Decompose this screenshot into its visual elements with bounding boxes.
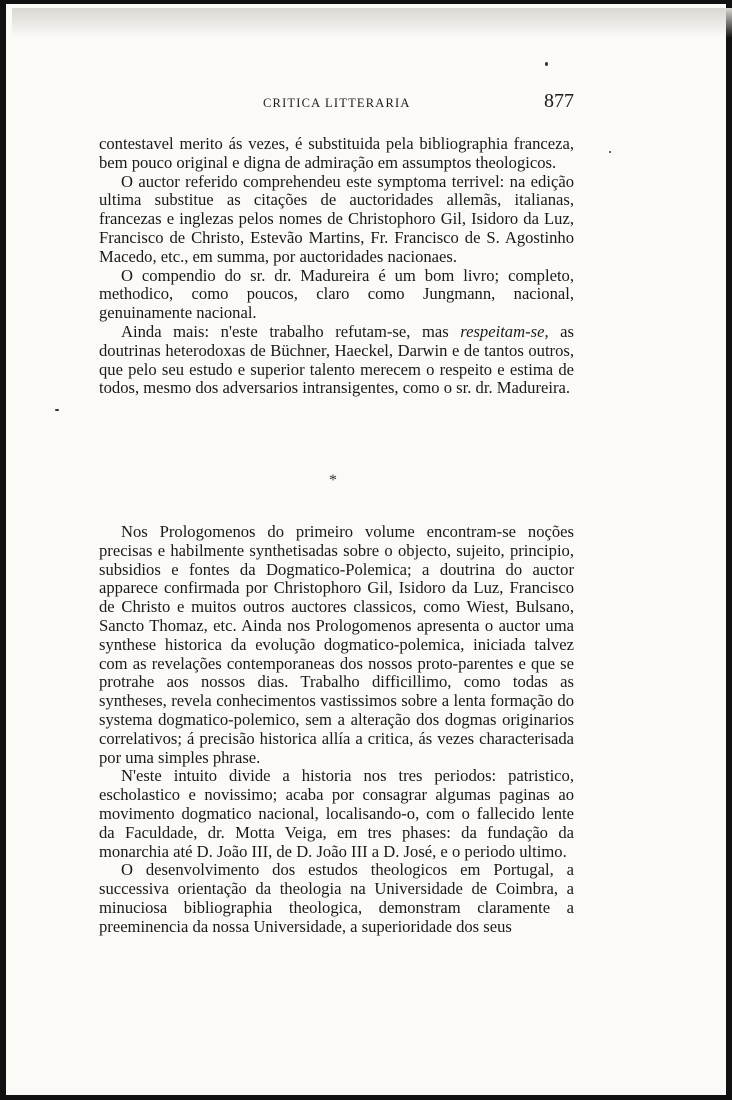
section-separator-asterisk: * xyxy=(329,472,337,489)
text-block-top xyxy=(99,135,574,398)
paragraph-continued: contestavel merito ás vezes, é substituida pela bibliographia franceza, bem pouco original e digna de admiração em assumptos theologicos. xyxy=(99,134,574,172)
page-number: 877 xyxy=(544,90,574,112)
running-title: CRITICA LITTERARIA xyxy=(263,96,411,110)
paragraph: O auctor referido comprehendeu este symptoma terrivel: na edição ultima substitue as citações de auctoridades allemãs, italianas, francezas e inglezas pelos nomes de Christophoro Gil, Isidoro da Luz, Francisco de Christo, Estevão Martins, Fr. Francisco de S. Agostinho Macedo, etc., em summa, por auctoridades nacionaes. xyxy=(99,171,574,266)
running-header xyxy=(99,90,574,120)
paragraph-text: Ainda mais: n'este trabalho refutam-se, mas xyxy=(121,321,461,341)
ink-speck xyxy=(55,409,59,411)
ink-speck xyxy=(545,62,548,66)
paragraph: O desenvolvimento dos estudos theologicos em Portugal, a successiva orientação da theologia na Universidade de Coimbra, a minuciosa bibliographia theologica, demonstram claramente a preeminencia da nossa Universidade, a superioridade dos seus xyxy=(99,860,574,936)
paragraph-text: as doutrinas heterodoxas de Büchner, Haeckel, Darwin e de tantos outros, que pelo seu estudo e superior talento merecem o respeito e estima de todos, mesmo dos adversarios intransigentes, como o sr. dr. Madureira. xyxy=(99,321,574,398)
paragraph: Nos Prologomenos do primeiro volume encontram-se noções precisas e habilmente synthetisadas sobre o objecto, sujeito, principio, subsidios e fontes da Dogmatico-Polemica; a doutrina do auctor apparece confirmada por Christophoro Gil, Isidoro da Luz, Francisco de Christo e muitos outros auctores classicos, como Wiest, Bulsano, Sancto Thomaz, etc. Ainda nos Prologomenos apresenta o auctor uma synthese historica da evolução dogmatico-polemica, iniciada talvez com as revelações contemporaneas dos nossos proto-parentes e que se protrahe aos nossos dias. Trabalho difficillimo, como todas as syntheses, revela conhecimentos vastissimos sobre a lenta formação do systema dogmatico-polemico, sem a alteração dos dogmas originarios correlativos; á precisão historica allía a critica, ás vezes characterisada por uma simples phrase. xyxy=(99,522,574,767)
text-block-bottom xyxy=(99,523,574,937)
scan-edge-shadow xyxy=(12,8,732,38)
ink-speck xyxy=(609,151,611,153)
italic-emphasis: respeitam-se, xyxy=(460,321,549,341)
paragraph: N'este intuito divide a historia nos tres periodos: patristico, escholastico e novissimo; acaba por consagrar algumas paginas ao movimento dogmatico nacional, localisando-o, com o fallecido lente da Faculdade, dr. Motta Veiga, em tres phases: da fundação da monarchia até D. João III, de D. João III a D. José, e o periodo ultimo. xyxy=(99,766,574,861)
paragraph: O compendio do sr. dr. Madureira é um bom livro; completo, methodico, como poucos, claro como Jungmann, nacional, genuinamente nacional. xyxy=(99,265,574,323)
paragraph xyxy=(99,323,574,398)
